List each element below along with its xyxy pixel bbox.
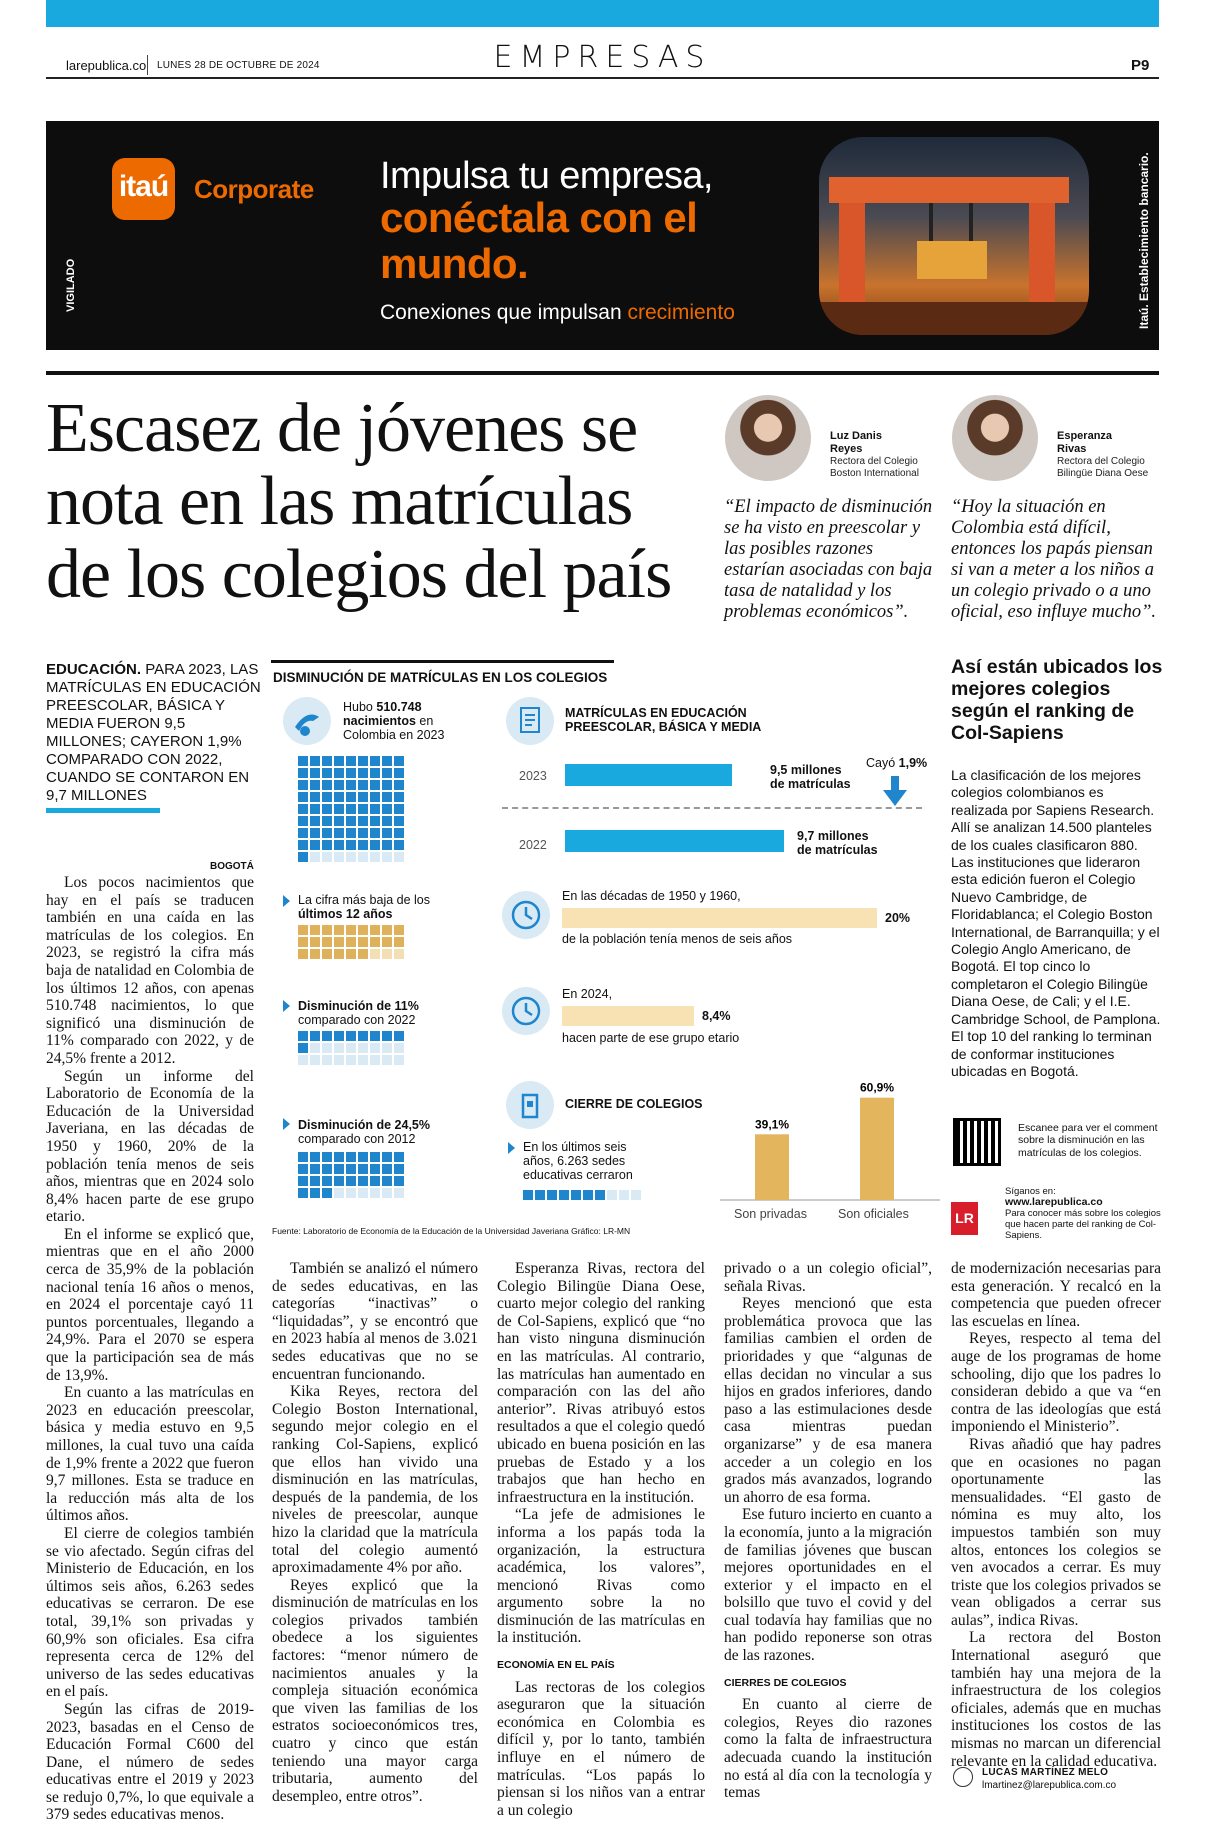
grid-square: [298, 1164, 308, 1174]
clock-icon: [502, 891, 550, 939]
grid-square: [298, 1031, 308, 1041]
year-2024-label: En 2024,: [562, 987, 613, 1001]
grid-square: [394, 768, 404, 778]
grid-square: [346, 925, 356, 935]
grid-square: [322, 925, 332, 935]
grid-square: [310, 804, 320, 814]
author-email[interactable]: lmartinez@larepublica.com.co: [982, 1780, 1117, 1791]
grid-square: [358, 1055, 368, 1065]
grid-square: [382, 1152, 392, 1162]
grid-square: [619, 1190, 629, 1200]
grid-square: [346, 756, 356, 766]
grid-square: [334, 937, 344, 947]
grid-square: [358, 768, 368, 778]
grid-square: [298, 780, 308, 790]
grid-square: [322, 1164, 332, 1174]
arrow-bullet-icon: [283, 1000, 290, 1012]
grid-square: [334, 1152, 344, 1162]
grid-square: [394, 937, 404, 947]
ranking-title: Así están ubicados los mejores colegios según el ranking de Col-Sapiens: [951, 656, 1163, 744]
article-column-5: de modernización necesarias para esta generación. Y recalcó en la competencia que pueden ofrecer las escuelas en línea. Reyes, respecto al tema del auge de los programas de home schooling, dijo que los padres lo consideran debido a que va “en contra de las ideologías que está imponiendo el Ministerio”. Rivas añadió que hay padres que en ocasiones no pagan oportunamente las mensualidades. “El gasto de nómina es muy alto, los impuestos también son muy altos, entonces los colegios se ven avocados a cerrar. Es muy triste que los colegios privados se vean obligados a cerrar sus aulas”, indica Rivas. La rectora del Boston International aseguró que también hay una mejora de la infraestructura de los colegios oficiales, además que en muchas instituciones los costos de las mismas no marcan un diferencial relevante en la calidad educativa.: [951, 1260, 1161, 1770]
grid-square: [310, 1043, 320, 1053]
article-column-1: Los pocos nacimientos que hay en el país se traducen también en una caída en las matrículas de los colegios. En 2023, se registró la cifra más baja de natalidad en Colombia de los últimos 12 años, con apenas 510.748 nacimientos, lo que significó una disminución de 11% comparado con 2022, y de 24,5% frente a 2012. Según un informe del Laboratorio de Economía de la Educación de la Universidad Javeriana, en las décadas de 1950 y 1960, 20% de la población tenía menos de seis años, mientras que en 2024 solo 8,4% hacen parte de ese grupo etario. En el informe se explicó que, mientras que en el año 2000 cerca de 35,9% de la población nacional tenía 16 años o menos, en 2024 el porcentaje cayó 11 puntos porcentuales, llegando a 24,9%. Para el 2070 se espera que la participación sea de más de 13,9%. En cuanto a las matrículas en 2023 en educación preescolar, básica y media estuvo en 9,5 millones, la cual tuvo una caída de 1,9% frente a 2022 que fueron 9,7 millones. Esta se traduce en la reducción más alta de los últimos años. El cierre de colegios también se vio afectado. Según cifras del Ministerio de Educación, en los últimos seis años, 6.263 sedes educativas se cerraron. De ese total, 39,1% son privadas y 60,9% son oficiales. Esa cifra representa cerca de 12% del universo de las sedes educativas en el país. Según las cifras de 2019-2023, basadas en el Censo de Educación Formal C600 del Dane, el número de sedes educativas entre el 2019 y 2023 se redujo 0,7%, lo que equivale a 379 sedes educativas menos.: [46, 874, 254, 1824]
grid-square: [298, 852, 308, 862]
grid-square: [370, 949, 380, 959]
section-rule: [46, 371, 1159, 375]
grid-square: [322, 1055, 332, 1065]
ranking-body: La clasificación de los mejores colegios colombianos es realizada por Sapiens Research. Allí se analizan 14.500 planteles de los cuales clasificaron 880. Las instituciones que lideraron esta edición fueron el Colegio Nuevo Cambridge, de Floridablanca; el Colegio Boston International, de Barranquilla; y el Colegio Anglo Americano, de Bogotá. El top cinco lo completaron el Colegio Bilingüe Diana Oese, de Cali; y el I.E. Cambridge School, de Pamplona. El top 10 del ranking lo terminan de conformar instituciones ubicadas en Bogotá.: [951, 767, 1161, 1079]
grid-square: [382, 1188, 392, 1198]
lr-logo: LR: [951, 1202, 978, 1235]
grid-square: [334, 816, 344, 826]
grid-square: [346, 949, 356, 959]
grid-square: [298, 840, 308, 850]
arrow-bullet-icon: [508, 1142, 515, 1154]
grid-square: [370, 756, 380, 766]
enrollment-bar-2022: [565, 830, 784, 852]
ad-headline-2: conéctala con el mundo.: [380, 194, 698, 287]
private-label: Son privadas: [734, 1207, 807, 1221]
grid-square: [394, 756, 404, 766]
closures-bar-chart: [720, 1080, 940, 1220]
grid-square: [394, 1176, 404, 1186]
infographic-title: DISMINUCIÓN DE MATRÍCULAS EN LOS COLEGIOS: [273, 670, 608, 685]
grid-square: [322, 792, 332, 802]
grid-square: [298, 1152, 308, 1162]
grid-square: [382, 804, 392, 814]
grid-square: [394, 840, 404, 850]
grid-square: [382, 1055, 392, 1065]
lead-accent-rule: [46, 808, 160, 813]
enrollment-form-icon: [506, 697, 554, 745]
grid-square: [382, 768, 392, 778]
grid-square: [298, 937, 308, 947]
article-headline: Escasez de jóvenes se nota en las matrículas de los colegios del país: [46, 390, 672, 613]
grid-square: [382, 1031, 392, 1041]
grid-square: [370, 1164, 380, 1174]
population-pct-1950s: 20%: [885, 911, 911, 925]
quote-luz-danis-reyes: “El impacto de disminución se ha visto en preescolar y las posibles razones estarían asociadas con baja tasa de natalidad y los problemas económicos”.: [724, 497, 933, 622]
person-card-2: Esperanza Rivas Rectora del Colegio Bilingüe Diana Oese: [1057, 430, 1149, 479]
grid-square: [370, 937, 380, 947]
grid-square: [322, 816, 332, 826]
grid-square: [298, 828, 308, 838]
grid-square: [370, 768, 380, 778]
grid-square: [310, 852, 320, 862]
population-bar-2024: [562, 1006, 694, 1026]
grid-square: [334, 828, 344, 838]
grid-square: [370, 828, 380, 838]
population-pct-2024: 8,4%: [702, 1009, 731, 1023]
grid-square: [370, 780, 380, 790]
grid-square: [370, 804, 380, 814]
grid-square: [358, 949, 368, 959]
portrait-esperanza-rivas: [952, 395, 1038, 481]
grid-square: [310, 949, 320, 959]
grid-square: [394, 925, 404, 935]
grid-square: [322, 1031, 332, 1041]
grid-square: [394, 816, 404, 826]
grid-square: [334, 949, 344, 959]
grid-square: [358, 1164, 368, 1174]
grid-square: [358, 816, 368, 826]
grid-square: [322, 1152, 332, 1162]
grid-square: [370, 852, 380, 862]
grid-square: [298, 1176, 308, 1186]
school-building-icon: [506, 1081, 554, 1129]
grid-square: [358, 780, 368, 790]
grid-square: [310, 1188, 320, 1198]
follow-us-box: Síganos en: www.larepublica.co Para conocer más sobre los colegios que hacen parte del ranking de Col-Sapiens.: [1005, 1186, 1165, 1241]
article-column-4: privado o a un colegio oficial”, señala Rivas. Reyes mencionó que esta problemática provoca que las familias cambien el orden de prioridades y que “algunas de ellas decidan no vincular a sus hijos en grados inferiores, dando paso a las estimulaciones desde casa mientras puedan organizarse” y de esa manera acceder a un colegio en los grados más avanzados, logrando un ahorro de esa forma. Ese futuro incierto en cuanto a la economía, junto a la migración de familias jóvenes que buscan mejores oportunidades en el exterior y el impacto en el bolsillo que tuvo el covid y del cual todavía hay familias que no han podido reponerse son otras de las razones. CIERRES DE COLEGIOS En cuanto al cierre de colegios, Reyes dio razones como la falta de infraestructura adecuada cuando la institución no está al día con la tecnología y temas: [724, 1260, 932, 1802]
grid-square: [334, 1164, 344, 1174]
grid-square: [394, 804, 404, 814]
grid-square: [358, 840, 368, 850]
decrease-245-grid: [298, 1152, 404, 1198]
header-rule: [46, 77, 1159, 79]
grid-square: [382, 1043, 392, 1053]
grid-square: [535, 1190, 545, 1200]
ad-disclaimer: Itaú. Establecimiento bancario.: [1137, 152, 1151, 329]
article-lead: EDUCACIÓN. PARA 2023, LAS MATRÍCULAS EN EDUCACIÓN PREESCOLAR, BÁSICA Y MEDIA FUERON 9,5 MILLONES; CAYERON 1,9% COMPARADO CON 2022, CUANDO SE CONTARON EN 9,7 MILLONES: [46, 661, 261, 804]
grid-square: [370, 792, 380, 802]
grid-square: [346, 792, 356, 802]
grid-square: [322, 780, 332, 790]
grid-square: [310, 768, 320, 778]
vigilado-seal: VIGILADO: [65, 258, 77, 312]
grid-square: [298, 816, 308, 826]
grid-square: [310, 828, 320, 838]
grid-square: [382, 949, 392, 959]
grid-square: [358, 937, 368, 947]
closures-grid: [523, 1190, 641, 1200]
grid-square: [322, 1188, 332, 1198]
itau-advertisement[interactable]: [46, 121, 1159, 350]
grid-square: [358, 1176, 368, 1186]
grid-square: [523, 1190, 533, 1200]
quote-esperanza-rivas: “Hoy la situación en Colombia está difícil, entonces los papás piensan si van a meter a los niños a un colegio privado o a uno oficial, eso influye mucho”.: [951, 497, 1157, 622]
enrollment-value-2022: 9,7 millones de matrículas: [797, 829, 878, 857]
author-comment-icon: [953, 1767, 973, 1787]
top-color-bar: [46, 0, 1159, 27]
grid-square: [322, 768, 332, 778]
decrease-11-grid: [298, 1031, 404, 1065]
grid-square: [346, 1055, 356, 1065]
decades-label: En las décadas de 1950 y 1960,: [562, 889, 741, 903]
site-name[interactable]: larepublica.co: [66, 58, 147, 73]
grid-square: [298, 1055, 308, 1065]
article-column-2: También se analizó el número de sedes educativas, en las categorías “inactivas” o “liquidadas”, y se encontró que en 2023 había al menos de 3.021 sedes educativas que no se encuentran funcionando. Kika Reyes, rectora del Colegio Boston International, segundo mejor colegio en el ranking Col-Sapiens, explicó que ellos han vivido una disminución en las matrículas, después de la pandemia, de los niveles de preescolar, aunque hizo la claridad que la matrícula total del colegio aumentó aproximadamente 4% por año. Reyes explicó que la disminución de matrículas en los colegios privados también obedece a los siguientes factores: “menor número de nacimientos anuales y la compleja situación económica que viven las familias de los estratos socioeconómicos tres, cuatro y cinco que están teniendo una mayor carga tributaria, aumento del desempleo, entre otros”.: [272, 1260, 478, 1805]
grid-square: [346, 780, 356, 790]
grid-square: [346, 840, 356, 850]
grid-square: [346, 1176, 356, 1186]
grid-square: [358, 1031, 368, 1041]
grid-square: [322, 949, 332, 959]
grid-square: [394, 1055, 404, 1065]
grid-square: [334, 840, 344, 850]
section-title: EMPRESAS: [493, 40, 712, 75]
grid-square: [370, 1043, 380, 1053]
grid-square: [370, 1031, 380, 1041]
grid-square: [298, 756, 308, 766]
grid-square: [334, 925, 344, 935]
issue-date: LUNES 28 DE OCTUBRE DE 2024: [157, 60, 320, 71]
infographic-source: Fuente: Laboratorio de Economía de la Educación de la Universidad Javeriana Gráfico: LR-MN: [272, 1226, 631, 1236]
grid-square: [346, 816, 356, 826]
grid-square: [358, 756, 368, 766]
grid-square: [346, 768, 356, 778]
grid-square: [358, 828, 368, 838]
grid-square: [310, 756, 320, 766]
page-number: P9: [1131, 57, 1150, 74]
grid-square: [382, 780, 392, 790]
grid-square: [310, 1176, 320, 1186]
qr-code-icon[interactable]: [953, 1118, 1001, 1166]
grid-square: [370, 816, 380, 826]
grid-square: [322, 756, 332, 766]
grid-square: [310, 816, 320, 826]
grid-square: [310, 1164, 320, 1174]
grid-square: [346, 804, 356, 814]
grid-square: [370, 1152, 380, 1162]
dashed-divider: [502, 807, 922, 809]
grid-square: [382, 937, 392, 947]
grid-square: [394, 1188, 404, 1198]
grid-square: [394, 792, 404, 802]
website-link[interactable]: www.larepublica.co: [1005, 1196, 1103, 1208]
grid-square: [358, 792, 368, 802]
grid-square: [310, 925, 320, 935]
enrollment-chart-title: MATRÍCULAS EN EDUCACIÓN PREESCOLAR, BÁSICA Y MEDIA: [565, 706, 762, 734]
grid-square: [583, 1190, 593, 1200]
grid-square: [334, 792, 344, 802]
year-2024-caption: hacen parte de ese grupo etario: [562, 1031, 740, 1045]
grid-square: [382, 1164, 392, 1174]
grid-square: [547, 1190, 557, 1200]
lowest-birth-note: La cifra más baja de los últimos 12 años: [298, 893, 431, 921]
enrollment-bar-2023: [565, 764, 732, 786]
closures-title: CIERRE DE COLEGIOS: [565, 1097, 703, 1111]
grid-square: [394, 1043, 404, 1053]
grid-square: [298, 949, 308, 959]
year-2023-label: 2023: [519, 769, 547, 783]
arrow-bullet-icon: [283, 895, 290, 907]
drop-label: Cayó 1,9%: [866, 756, 928, 770]
grid-square: [346, 1188, 356, 1198]
grid-square: [358, 925, 368, 935]
grid-square: [394, 1164, 404, 1174]
grid-square: [394, 949, 404, 959]
grid-square: [394, 828, 404, 838]
grid-square: [334, 780, 344, 790]
grid-square: [334, 804, 344, 814]
ad-port-crane-photo: [819, 137, 1089, 335]
decades-caption: de la población tenía menos de seis años: [562, 932, 793, 946]
grid-square: [358, 852, 368, 862]
grid-square: [322, 828, 332, 838]
grid-square: [358, 804, 368, 814]
grid-square: [310, 780, 320, 790]
grid-square: [370, 1055, 380, 1065]
grid-square: [298, 1043, 308, 1053]
grid-square: [370, 925, 380, 935]
grid-square: [322, 804, 332, 814]
grid-square: [334, 756, 344, 766]
grid-square: [382, 925, 392, 935]
grid-square: [631, 1190, 641, 1200]
article-column-3: Esperanza Rivas, rectora del Colegio Bilingüe Diana Oese, cuarto mejor colegio del ranking de Col-Sapiens, explicó que “no han visto ninguna disminución en las matrículas. Al contrario, las matrículas han aumentado en comparación con las del año anterior”. Rivas atribuyó estos resultados a que el colegio quedó ubicado en buena posición en las pruebas de Estado y a los trabajos que han hecho en infraestructura en la institución. “La jefe de admisiones le informa a los papás toda la organización, la estructura académica, los valores”, mencionó Rivas como argumento sobre la no disminución de las matrículas en la institución. ECONOMÍA EN EL PAÍS Las rectoras de los colegios aseguraron que la situación económica en Colombia es difícil y, por lo tanto, también influye en el número de matrículas. “Los papás lo piensan si los niños van a entrar a un colegio: [497, 1260, 705, 1819]
population-bar-1950s: [562, 908, 877, 928]
grid-square: [298, 768, 308, 778]
grid-square: [322, 937, 332, 947]
portrait-luz-danis-reyes: [725, 395, 811, 481]
grid-square: [382, 792, 392, 802]
grid-square: [334, 768, 344, 778]
official-label: Son oficiales: [838, 1207, 909, 1221]
grid-square: [382, 840, 392, 850]
grid-square: [370, 840, 380, 850]
grid-square: [298, 925, 308, 935]
ad-headline-1: Impulsa tu empresa,: [380, 155, 713, 197]
grid-square: [310, 1152, 320, 1162]
closure-bar-label: 39,1%: [754, 1117, 790, 1132]
grid-square: [334, 1043, 344, 1053]
ad-corporate-label: Corporate: [194, 174, 314, 204]
year-2022-label: 2022: [519, 838, 547, 852]
lowest-birth-grid: [298, 925, 404, 959]
births-square-grid: [298, 756, 404, 862]
grid-square: [322, 840, 332, 850]
itau-logo: itaú: [112, 158, 175, 220]
qr-caption: Escanee para ver el comment sobre la disminución en las matrículas de los colegios.: [1018, 1122, 1158, 1159]
grid-square: [346, 1043, 356, 1053]
grid-square: [298, 804, 308, 814]
grid-square: [358, 1152, 368, 1162]
grid-square: [595, 1190, 605, 1200]
clock-icon: [502, 987, 550, 1035]
grid-square: [382, 852, 392, 862]
arrow-bullet-icon: [283, 1118, 290, 1130]
grid-square: [370, 1188, 380, 1198]
grid-square: [322, 1176, 332, 1186]
grid-square: [394, 1031, 404, 1041]
enrollment-value-2023: 9,5 millones de matrículas: [770, 763, 851, 791]
ad-subline: Conexiones que impulsan crecimiento: [380, 301, 735, 324]
infographic-top-rule: [271, 660, 614, 663]
grid-square: [310, 792, 320, 802]
decrease-245-note: Disminución de 24,5% comparado con 2012: [298, 1118, 430, 1146]
closure-bar: [755, 1134, 789, 1200]
grid-square: [334, 1188, 344, 1198]
grid-square: [382, 828, 392, 838]
grid-square: [382, 1176, 392, 1186]
crane-illustration-icon: [819, 137, 1089, 335]
grid-square: [346, 852, 356, 862]
grid-square: [559, 1190, 569, 1200]
births-note: Hubo 510.748 nacimientos en Colombia en 2023: [343, 700, 445, 742]
grid-square: [607, 1190, 617, 1200]
person-card-1: Luz Danis Reyes Rectora del Colegio Boston International: [830, 430, 919, 479]
grid-square: [334, 1031, 344, 1041]
closure-bar: [860, 1098, 894, 1200]
grid-square: [334, 1176, 344, 1186]
grid-square: [571, 1190, 581, 1200]
grid-square: [346, 1164, 356, 1174]
grid-square: [310, 937, 320, 947]
decrease-11-note: Disminución de 11% comparado con 2022: [298, 999, 419, 1027]
grid-square: [346, 937, 356, 947]
closure-bar-label: 60,9%: [859, 1080, 895, 1095]
grid-square: [322, 852, 332, 862]
grid-square: [310, 840, 320, 850]
grid-square: [334, 852, 344, 862]
grid-square: [382, 816, 392, 826]
grid-square: [358, 1043, 368, 1053]
grid-square: [346, 1031, 356, 1041]
grid-square: [334, 1055, 344, 1065]
grid-square: [394, 1152, 404, 1162]
grid-square: [394, 780, 404, 790]
grid-square: [346, 828, 356, 838]
author-name: LUCAS MARTÍNEZ MELO: [982, 1767, 1109, 1778]
closures-note: En los últimos seis años, 6.263 sedes educativas cerraron: [523, 1140, 633, 1182]
grid-square: [370, 1176, 380, 1186]
grid-square: [298, 792, 308, 802]
grid-square: [322, 1043, 332, 1053]
grid-square: [298, 1188, 308, 1198]
grid-square: [310, 1055, 320, 1065]
grid-square: [358, 1188, 368, 1198]
grid-square: [346, 1152, 356, 1162]
dateline-city: BOGOTÁ: [210, 861, 254, 872]
grid-square: [382, 756, 392, 766]
stork-baby-icon: [283, 697, 331, 745]
grid-square: [310, 1031, 320, 1041]
grid-square: [394, 852, 404, 862]
